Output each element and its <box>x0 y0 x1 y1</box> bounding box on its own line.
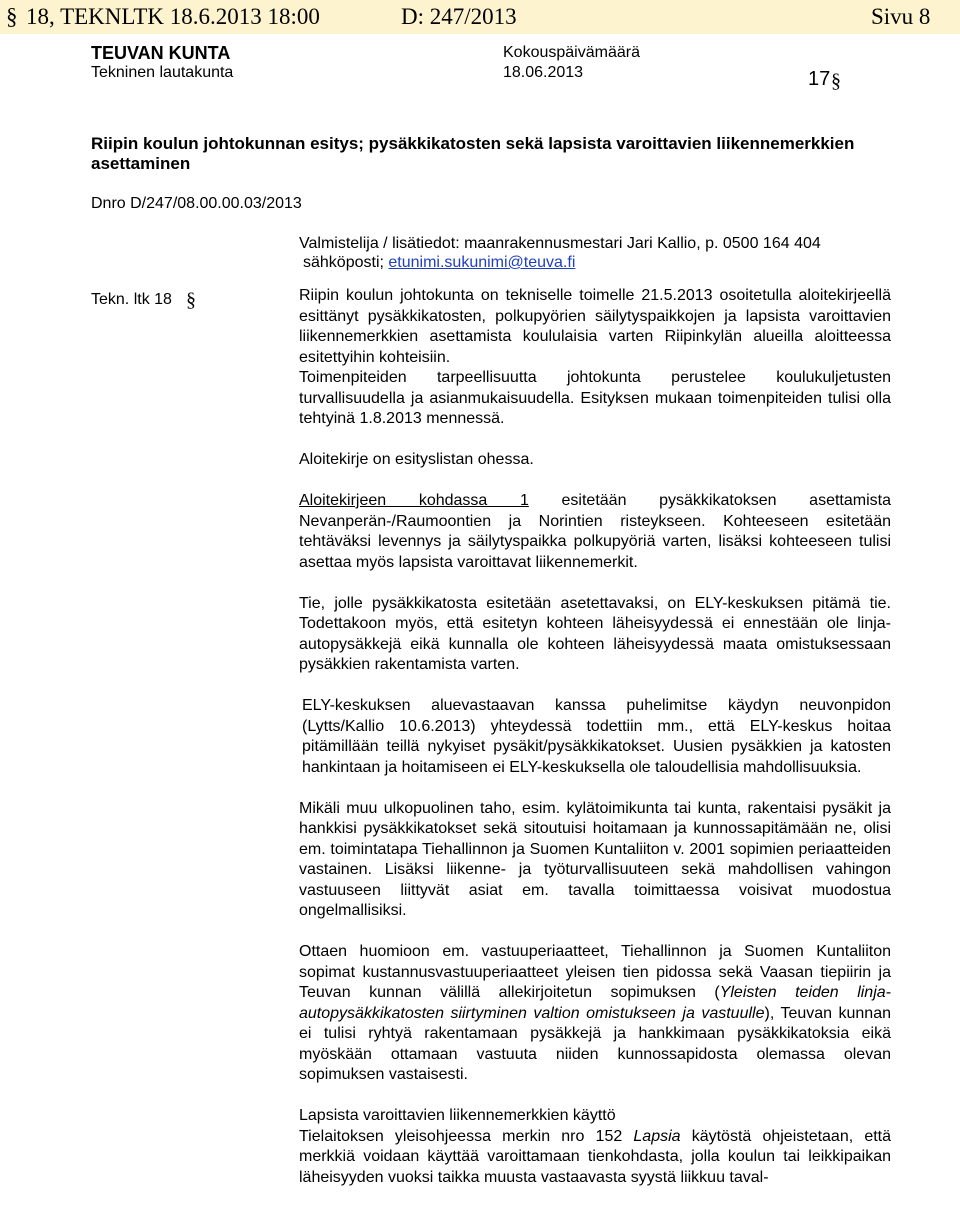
page-number: Sivu 8 <box>871 4 931 29</box>
preparer-info: Valmistelija / lisätiedot: maanrakennusmestari Jari Kallio, p. 0500 164 404 <box>299 235 821 252</box>
paragraph: Ottaen huomioon em. vastuuperiaatteet, Tiehallinnon ja Suomen Kuntaliiton sopimat kustannusvastuuperiaatteet yleisen tien pidossa sekä Vaasan tiepiirin ja Teuvan kunnan välillä allekirjoitetun sopimuksen (Yleisten teiden linja-autopysäkkikatosten siirtyminen valtion omistukseen ja vastuulle), Teuvan kunnan ei tulisi ryhtyä rakentamaan pysäkkejä ja hankkimaan pysäkkikatoksia eikä myöskään ottamaan vastuuta niiden kunnossapidosta olemassa olevan sopimuksen vastaisesti. <box>299 943 891 1083</box>
paragraph: Riipin koulun johtokunta on tekniselle toimelle 21.5.2013 osoitetulla aloitekirjeellä esittänyt pysäkkikatosten, polkupyörien säilytyspaikkojen ja lapsista varoittavien liikennemerkkien asettamista koululaisia varten Riipinkylän alueilla aloitteessa esitettyihin kohteisiin. <box>299 287 891 366</box>
agenda-reference: Tekn. ltk 18 <box>91 291 172 308</box>
document-banner <box>0 0 960 34</box>
section-number: 17 <box>808 68 831 90</box>
item-title: Riipin koulun johtokunnan esitys; pysäkkikatosten sekä lapsista varoittavien liikennemerkkien asettaminen <box>91 134 855 173</box>
email-line <box>303 253 575 273</box>
section-sign-icon: § <box>6 4 18 29</box>
section-sign-icon: § <box>831 70 841 92</box>
meeting-date: 18.06.2013 <box>503 64 584 81</box>
document-reference: 18, TEKNLTK 18.6.2013 18:00 <box>26 4 320 29</box>
email-label: sähköposti; <box>303 254 389 271</box>
initiative-point-reference: Aloitekirjeen kohdassa 1 <box>299 492 529 509</box>
body-text <box>299 286 891 1188</box>
meeting-date-label: Kokouspäivämäärä <box>503 44 640 61</box>
diary-number: D: 247/2013 <box>401 4 517 29</box>
subheading: Lapsista varoittavien liikennemerkkien käyttö <box>299 1107 616 1124</box>
paragraph: Tielaitoksen yleisohjeessa merkin nro 152 Lapsia käytöstä ohjeistetaan, että merkkiä voidaan käyttää varoittamaan tienkohdasta, jolla koulun tai leikkipaikan läheisyyden vuoksi taikka muusta vastaavasta syystä liikkuu taval- <box>299 1127 892 1186</box>
paragraph: ELY-keskuksen aluevastaavan kanssa puhelimitse käydyn neuvonpidon (Lytts/Kallio 10.6.2013) yhteydessä todettiin mm., että ELY-keskus hoitaa pitämillään teillä nykyiset pysäkit/pysäkkikatokset. Uusien pysäkkien ja katosten hankintaan ja hoitamiseen ei ELY-keskuksella ole taloudellisia mahdollisuuksia. <box>302 697 891 776</box>
paragraph: Aloitekirje on esityslistan ohessa. <box>299 451 534 468</box>
paragraph: Aloitekirjeen kohdassa 1 esitetään pysäkkikatoksen asettamista Nevanperän-/Raumoontien ja Norintien risteykseen. Kohteeseen esitetään tehtäväksi levennys ja säilytyspaikka polkupyöriä varten, lisäksi kohteeseen tulisi asettaa myös lapsista varoittavat liikennemerkit. <box>299 492 891 571</box>
board-name: Tekninen lautakunta <box>91 64 234 81</box>
municipality-name: TEUVAN KUNTA <box>91 43 231 63</box>
paragraph: Toimenpiteiden tarpeellisuutta johtokunta perustelee koulukuljetusten turvallisuudella ja asianmukaisuudella. Esityksen mukaan toimenpiteiden tulisi olla tehtyinä 1.8.2013 mennessä. <box>299 369 891 427</box>
section-sign-icon: § <box>186 289 196 311</box>
email-link[interactable]: etunimi.sukunimi@teuva.fi <box>388 254 576 271</box>
paragraph: Tie, jolle pysäkkikatosta esitetään asetettavaksi, on ELY-keskuksen pitämä tie. Todettakoon myös, että esitetyn kohteen läheisyydessä ei ennestään ole linja-autopysäkkejä eikä kunnalla ole kohteen läheisyydessä maata omistuksessaan pysäkkien rakentamista varten. <box>299 594 891 673</box>
paragraph: Mikäli muu ulkopuolinen taho, esim. kylätoimikunta tai kunta, rakentaisi pysäkit ja hankkisi pysäkkikatokset sekä sitoutuisi hoitamaan ja kunnossapitämään ne, olisi em. toimintatapa Tiehallinnon ja Suomen Kuntaliiton v. 2001 sopimien periaatteiden vastainen. Lisäksi liikenne- ja työturvallisuuteen sekä mahdollisen vahingon vastuuseen liittyvät asiat em. tavalla toimittaessa voisivat muodostua ongelmallisiksi. <box>299 799 891 919</box>
dnro: Dnro D/247/08.00.00.03/2013 <box>91 195 302 212</box>
